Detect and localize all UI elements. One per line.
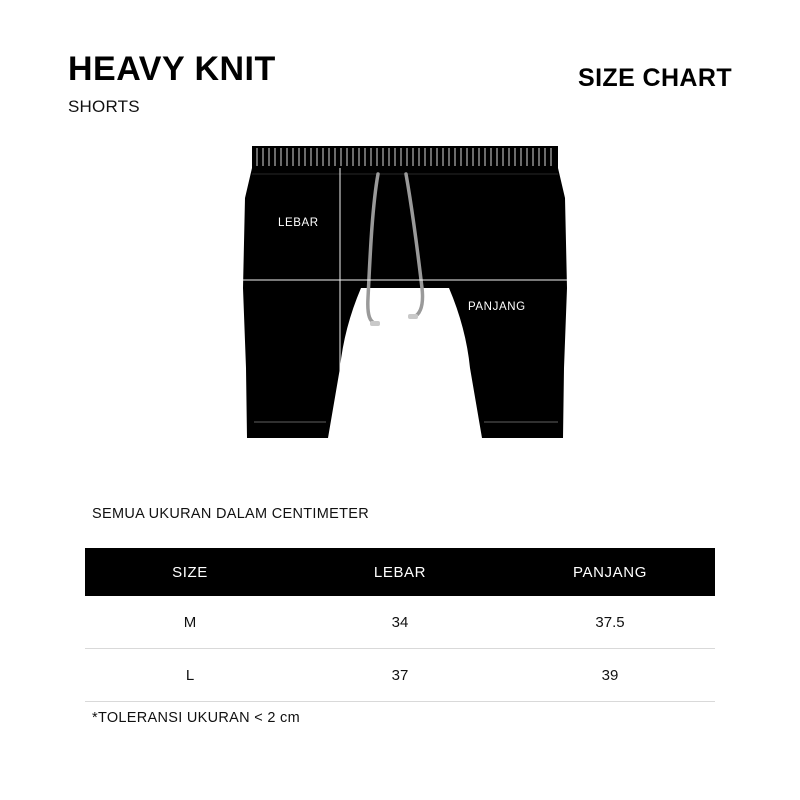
- size-table: [85, 548, 715, 702]
- column-header-size: SIZE: [85, 548, 295, 596]
- length-measurement-label: PANJANG: [468, 301, 526, 313]
- page-header: [68, 52, 732, 132]
- page-title: HEAVY KNIT: [68, 50, 276, 88]
- size-chart-heading: SIZE CHART: [578, 64, 732, 92]
- column-header-panjang: PANJANG: [505, 548, 715, 596]
- waistband-shape: [252, 146, 558, 168]
- units-note: SEMUA UKURAN DALAM CENTIMETER: [92, 506, 369, 522]
- table-row: [85, 596, 715, 649]
- width-measurement-label: LEBAR: [278, 217, 319, 229]
- cell-panjang: 39: [505, 649, 715, 702]
- tolerance-note: *TOLERANSI UKURAN < 2 cm: [92, 710, 300, 726]
- cell-size: M: [85, 596, 295, 649]
- cell-lebar: 34: [295, 596, 505, 649]
- cell-size: L: [85, 649, 295, 702]
- size-table-head: [85, 548, 715, 596]
- cell-lebar: 37: [295, 649, 505, 702]
- shorts-illustration: [230, 138, 580, 458]
- page-subtitle: SHORTS: [68, 96, 140, 116]
- drawstring-tips: [370, 314, 418, 326]
- table-row: [85, 649, 715, 702]
- column-header-lebar: LEBAR: [295, 548, 505, 596]
- title-block: [68, 52, 276, 117]
- table-header-row: [85, 548, 715, 596]
- cell-panjang: 37.5: [505, 596, 715, 649]
- size-table-body: [85, 596, 715, 702]
